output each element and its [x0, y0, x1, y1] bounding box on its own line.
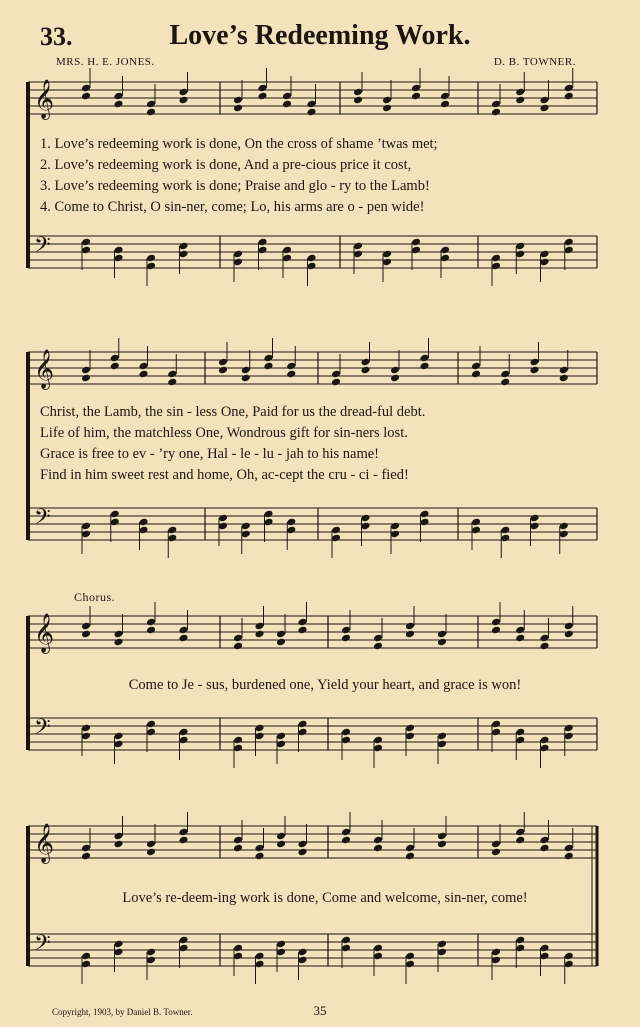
note-head	[178, 836, 188, 845]
note-head	[263, 362, 273, 371]
chorus-line-2: Love’s re-deem-ing work is done, Come and welcome, sin-ner, come!	[122, 890, 528, 906]
bass-clef-icon: 𝄢	[34, 505, 51, 535]
verse-1-line-1: 1. Love’s redeeming work is done, On the cross of shame ’twas met;	[40, 136, 438, 152]
note-head	[491, 108, 501, 117]
note-head	[390, 374, 400, 383]
note-head	[440, 100, 450, 109]
note-head	[331, 378, 341, 387]
lyricist-credit: MRS. H. E. JONES.	[56, 56, 155, 68]
chorus-label: Chorus.	[74, 590, 116, 604]
verse-3-line-2: Grace is free to ev - ’ry one, Hal - le - lu - jah to his name!	[40, 446, 380, 462]
note-head	[515, 634, 525, 643]
note-head	[437, 638, 447, 647]
note-head	[81, 852, 91, 861]
note-head	[539, 104, 549, 113]
composer-credit: D. B. TOWNER.	[493, 56, 576, 68]
note-head	[297, 848, 307, 857]
note-head	[539, 642, 549, 651]
note-head	[419, 362, 429, 371]
note-head	[411, 92, 421, 101]
note-head	[178, 96, 188, 105]
note-head	[360, 366, 370, 375]
note-head	[276, 840, 286, 849]
note-head	[515, 96, 525, 105]
note-head	[286, 370, 296, 379]
treble-clef-icon: 𝄞	[34, 349, 55, 389]
note-head	[437, 840, 447, 849]
note-head	[254, 630, 264, 639]
treble-clef-icon: 𝄞	[34, 613, 55, 653]
copyright-notice: Copyright, 1903, by Daniel B. Towner.	[52, 1007, 193, 1017]
note-head	[373, 642, 383, 651]
verse-2-line-1: 2. Love’s redeeming work is done, And a pre-cious price it cost,	[40, 157, 412, 173]
note-head	[138, 370, 148, 379]
note-head	[146, 848, 156, 857]
note-head	[382, 104, 392, 113]
note-head	[564, 852, 574, 861]
note-head	[218, 366, 228, 375]
note-head	[373, 844, 383, 853]
note-head	[559, 374, 569, 383]
verse-2-line-2: Life of him, the matchless One, Wondrous gift for sin-ners lost.	[40, 425, 408, 441]
verse-3-line-1: 3. Love’s redeeming work is done; Praise and glo - ry to the Lamb!	[40, 178, 430, 194]
note-head	[297, 626, 307, 635]
verse-4-line-2: Find in him sweet rest and home, Oh, ac-cept the cru - ci - fied!	[40, 467, 409, 483]
note-head	[146, 108, 156, 117]
note-head	[241, 374, 251, 383]
note-head	[276, 638, 286, 647]
note-head	[564, 630, 574, 639]
treble-clef-icon: 𝄞	[34, 79, 55, 119]
verse-1-line-2: Christ, the Lamb, the sin - less One, Paid for us the dread-ful debt.	[40, 404, 426, 420]
note-head	[178, 634, 188, 643]
note-head	[257, 92, 267, 101]
note-head	[564, 92, 574, 101]
note-head	[515, 836, 525, 845]
note-head	[491, 848, 501, 857]
note-head	[113, 100, 123, 109]
note-head	[254, 852, 264, 861]
note-head	[81, 92, 91, 101]
note-head	[529, 366, 539, 375]
bass-clef-icon: 𝄢	[34, 233, 51, 263]
hymn-number: 33.	[40, 22, 73, 51]
bass-clef-icon: 𝄢	[34, 931, 51, 961]
note-head	[353, 96, 363, 105]
note-head	[341, 836, 351, 845]
hymn-title: Love’s Redeeming Work.	[169, 20, 471, 51]
note-head	[491, 626, 501, 635]
note-head	[471, 370, 481, 379]
note-head	[233, 642, 243, 651]
note-head	[81, 374, 91, 383]
note-head	[405, 852, 415, 861]
note-head	[341, 634, 351, 643]
note-head	[110, 362, 120, 371]
note-head	[233, 104, 243, 113]
page-number: 35	[313, 1003, 327, 1018]
note-head	[539, 844, 549, 853]
note-head	[81, 630, 91, 639]
note-head	[500, 378, 510, 387]
note-head	[146, 626, 156, 635]
note-head	[113, 840, 123, 849]
note-head	[405, 630, 415, 639]
note-head	[306, 108, 316, 117]
note-head	[282, 100, 292, 109]
chorus-line-1: Come to Je - sus, burdened one, Yield your heart, and grace is won!	[128, 677, 522, 693]
note-head	[233, 844, 243, 853]
bass-clef-icon: 𝄢	[34, 715, 51, 745]
note-head	[113, 638, 123, 647]
note-head	[167, 378, 177, 387]
verse-4-line-1: 4. Come to Christ, O sin-ner, come; Lo, his arms are o - pen wide!	[40, 199, 425, 215]
treble-clef-icon: 𝄞	[34, 823, 55, 863]
